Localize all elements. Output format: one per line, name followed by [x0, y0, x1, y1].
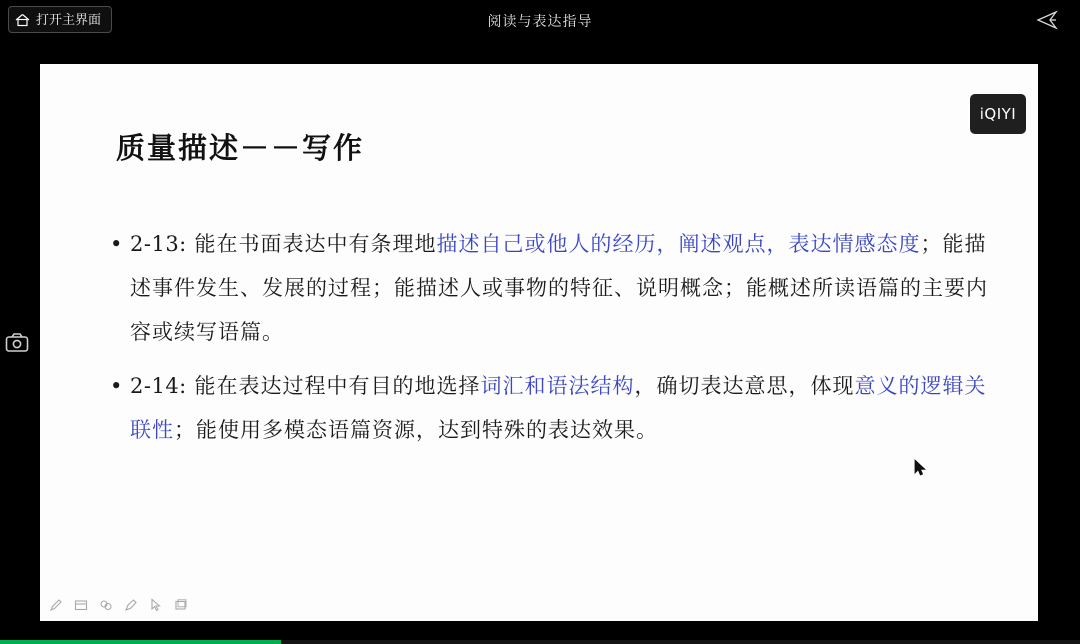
- slide-canvas: [40, 64, 1038, 621]
- camera-icon[interactable]: [5, 332, 29, 354]
- bullet-text-plain: ；能描述事件发生、发展的过程；能描述人或事物的特征、说明概念；能概述所读语篇的主要内容或续写语篇。: [130, 232, 988, 344]
- playback-progress-fill: [0, 640, 281, 644]
- open-home-label: 打开主界面: [36, 12, 102, 27]
- bullet-text-highlight: 词汇和语法结构: [480, 374, 635, 398]
- highlighter-icon[interactable]: [123, 597, 139, 613]
- pointer-icon[interactable]: [148, 597, 164, 613]
- send-to-tv-icon[interactable]: [1036, 9, 1058, 31]
- bullet-tag: 2-13:: [130, 232, 187, 256]
- video-title: 阅读与表达指导: [487, 13, 593, 29]
- mouse-cursor: [914, 459, 928, 477]
- bullet-text-plain: 能在表达过程中有目的地选择: [194, 374, 481, 398]
- screenshot-icon[interactable]: [173, 597, 189, 613]
- playback-progress-track[interactable]: [0, 640, 1080, 644]
- bullet-text-highlight: 意义的逻辑关联性: [130, 374, 987, 442]
- pen-icon[interactable]: [48, 597, 64, 613]
- list-item: [108, 222, 998, 354]
- iqiyi-logo: iQIYI: [970, 94, 1026, 134]
- list-item: [108, 364, 998, 452]
- bullet-text-highlight: 描述自己或他人的经历，阐述观点，表达情感态度: [436, 232, 921, 256]
- bullet-text-plain: ，确切表达意思，体现: [634, 374, 855, 398]
- note-icon[interactable]: [73, 597, 89, 613]
- eraser-icon[interactable]: [98, 597, 114, 613]
- annotation-toolbar: [48, 597, 189, 613]
- top-bar: [0, 0, 1080, 40]
- bullet-tag: 2-14:: [130, 374, 187, 398]
- slide-bullet-list: [108, 222, 998, 462]
- bullet-text-plain: 能在书面表达中有条理地: [194, 232, 437, 256]
- slide-title: 质量描述－－写作: [116, 131, 365, 165]
- bullet-text-plain: ；能使用多模态语篇资源，达到特殊的表达效果。: [174, 418, 658, 442]
